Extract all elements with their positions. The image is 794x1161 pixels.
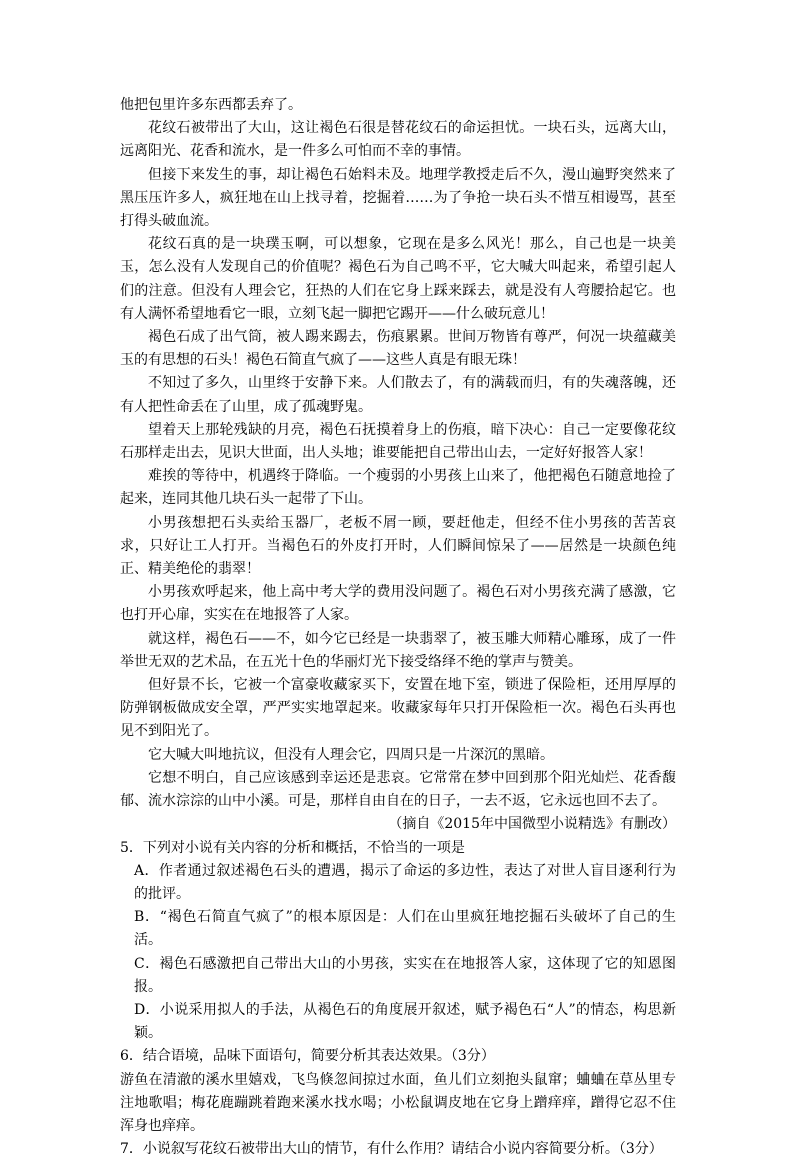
passage-paragraph: 花纹石被带出了大山，这让褐色石很是替花纹石的命运担忧。一块石头，远离大山，远离阳光、花香和流水，是一件多么可怕而不幸的事情。 [120, 120, 676, 160]
question-5-option-c: C．褐色石感激把自己带出大山的小男孩，实实在在地报答人家，这体现了它的知恩图报。 [134, 955, 676, 995]
question-5-option-b: B．“褐色石简直气疯了”的根本原因是：人们在山里疯狂地挖掘石头破坏了自己的生活。 [134, 909, 676, 949]
passage-paragraph: 褐色石成了出气筒，被人踢来踢去，伤痕累累。世间万物皆有尊严，何况一块蕴藏美玉的有思想的石头！褐色石简直气疯了——这些人真是有眼无珠！ [120, 329, 676, 369]
question-5-stem: 5．下列对小说有关内容的分析和概括，不恰当的一项是 [120, 839, 465, 856]
passage-paragraph: 难挨的等待中，机遇终于降临。一个瘦弱的小男孩上山来了，他把褐色石随意地捡了起来，连同其他几块石头一起带了下山。 [120, 468, 676, 508]
passage-paragraph: 它想不明白，自己应该感到幸运还是悲哀。它常常在梦中回到那个阳光灿烂、花香馥郁、流水淙淙的山中小溪。可是，那样自由自在的日子，一去不返，它永远也回不去了。 [120, 769, 676, 810]
exam-page [120, 94, 676, 1161]
passage-paragraph: 望着天上那轮残缺的月亮，褐色石抚摸着身上的伤痕，暗下决心：自己一定要像花纹石那样走出去，见识大世面，出人头地；谁要能把自己带出山去，一定好好报答人家！ [120, 421, 676, 462]
passage-paragraph: 它大喊大叫地抗议，但没有人理会它，四周只是一片深沉的黑暗。 [148, 746, 554, 763]
source-note: （摘自《2015年中国微型小说精选》有删改） [388, 816, 676, 833]
question-7-stem: 7．小说叙写花纹石被带出大山的情节，有什么作用？请结合小说内容简要分析。（3分） [120, 1141, 663, 1158]
question-6-quote: 游鱼在清澈的溪水里嬉戏，飞鸟倏忽间掠过水面，鱼儿们立刻抱头鼠窜；蛐蛐在草丛里专注地歌唱；梅花鹿蹦跳着跑来溪水找水喝；小松鼠调皮地在它身上蹭痒痒，蹭得它忍不住浑身也痒痒。 [120, 1071, 676, 1134]
question-5-option-d: D．小说采用拟人的手法，从褐色石的角度展开叙述，赋予褐色石“人”的情态，构思新颖。 [134, 1001, 676, 1042]
question-6-stem: 6．结合语境，品味下面语句，简要分析其表达效果。（3分） [120, 1048, 495, 1065]
passage-paragraph: 不知过了多久，山里终于安静下来。人们散去了，有的满载而归，有的失魂落魄，还有人把性命丢在了山里，成了孤魂野鬼。 [120, 375, 676, 415]
passage-paragraph: 他把包里许多东西都丢弃了。 [120, 97, 302, 113]
passage-paragraph: 花纹石真的是一块璞玉啊，可以想象，它现在是多么风光！那么，自己也是一块美玉，怎么没有人发现自己的价值呢？褐色石为自己鸣不平，它大喊大叫起来，希望引起人们的注意。但没有人理会它，狂热的人们在它身上踩来踩去，就是没有人弯腰拾起它。也有人满怀希望地看它一眼，立刻飞起一脚把它踢开——什么破玩意儿！ [120, 236, 676, 322]
question-5-option-a: A．作者通过叙述褐色石头的遭遇，揭示了命运的多边性，表达了对世人盲目逐利行为的批评。 [134, 862, 676, 902]
passage-paragraph: 小男孩欢呼起来，他上高中考大学的费用没问题了。褐色石对小男孩充满了感激，它也打开心扉，实实在在地报答了人家。 [120, 584, 676, 624]
passage-paragraph: 就这样，褐色石——不，如今它已经是一块翡翠了，被玉雕大师精心雕琢，成了一件举世无双的艺术品，在五光十色的华丽灯光下接受络绎不绝的掌声与赞美。 [120, 630, 676, 670]
passage-paragraph: 但接下来发生的事，却让褐色石始料未及。地理学教授走后不久，漫山遍野突然来了黑压压许多人，疯狂地在山上找寻着，挖掘着……为了争抢一块石头不惜互相谩骂，甚至打得头破血流。 [120, 166, 676, 230]
passage-paragraph: 小男孩想把石头卖给玉器厂，老板不屑一顾，要赶他走，但经不住小男孩的苦苦哀求，只好让工人打开。当褐色石的外皮打开时，人们瞬间惊呆了——居然是一块颜色纯正、精美绝伦的翡翠！ [120, 514, 676, 578]
passage-paragraph: 但好景不长，它被一个富豪收藏家买下，安置在地下室，锁进了保险柜，还用厚厚的防弹钢板做成安全罩，严严实实地罩起来。收藏家每年只打开保险柜一次。褐色石头再也见不到阳光了。 [120, 677, 676, 740]
